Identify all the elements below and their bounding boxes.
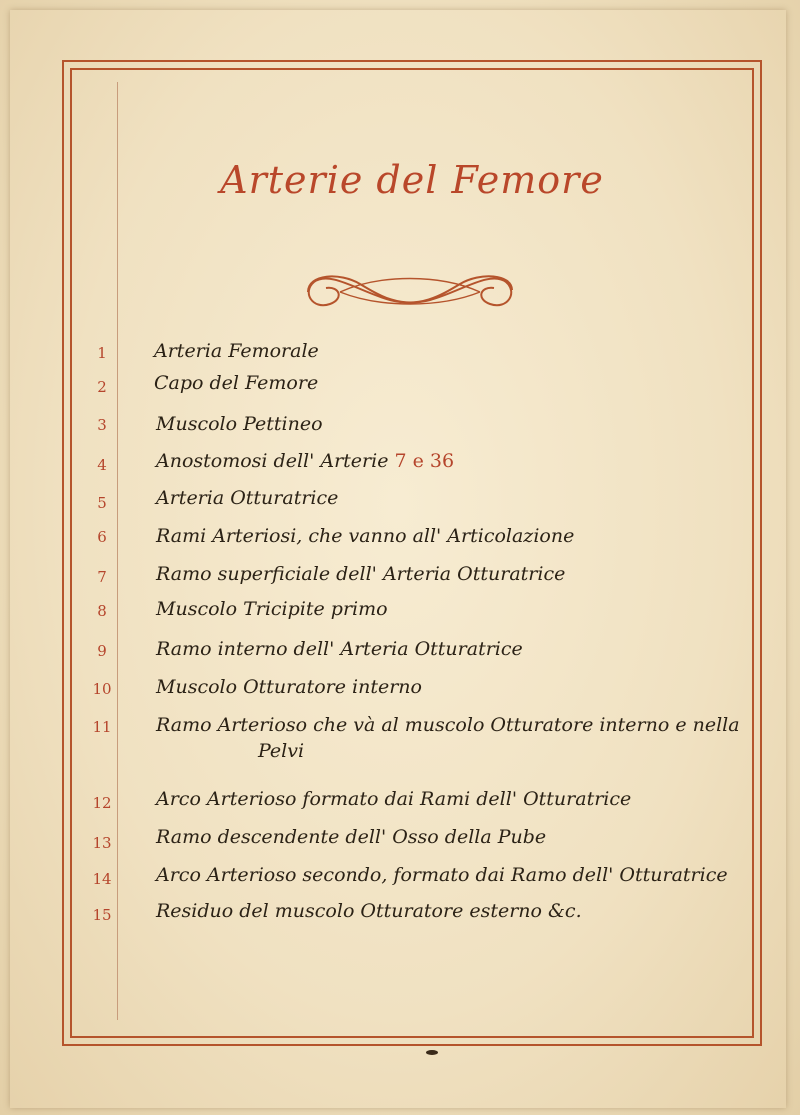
entry-number: 7 <box>97 568 107 586</box>
entry-text-continuation: Pelvi <box>258 740 305 762</box>
inner-border <box>70 68 754 1038</box>
entry-text-main: Anostomosi dell' Arterie <box>156 450 389 472</box>
entry-text <box>156 450 454 472</box>
entry-text: Arteria Otturatrice <box>156 487 339 509</box>
entry-text: Ramo descendente dell' Osso della Pube <box>156 826 547 848</box>
entry-number: 12 <box>92 794 112 812</box>
entry-number: 15 <box>92 906 112 924</box>
entry-text: Ramo interno dell' Arteria Otturatrice <box>156 638 523 660</box>
entry-number: 8 <box>97 602 107 620</box>
entry-number: 9 <box>97 642 107 660</box>
entry-number: 14 <box>92 870 112 888</box>
entry-number: 2 <box>97 378 107 396</box>
entry-number: 4 <box>97 456 107 474</box>
calligraphic-flourish <box>300 262 520 318</box>
page-title: Arterie del Femore <box>220 158 604 202</box>
entry-text-numbers: 7 e 36 <box>394 450 455 472</box>
entry-text: Rami Arteriosi, che vanno all' Articolazione <box>156 525 575 547</box>
entry-number: 11 <box>92 718 112 736</box>
entry-text: Muscolo Pettineo <box>156 413 323 435</box>
entry-text: Capo del Femore <box>154 372 319 394</box>
entry-text: Ramo superficiale dell' Arteria Otturatrice <box>156 563 566 585</box>
entry-number: 1 <box>97 344 107 362</box>
entry-number: 6 <box>97 528 107 546</box>
entry-number: 5 <box>97 494 107 512</box>
entry-text: Residuo del muscolo Otturatore esterno &c. <box>156 900 582 922</box>
entry-number: 13 <box>92 834 112 852</box>
entry-text: Arco Arterioso formato dai Rami dell' Otturatrice <box>156 788 632 810</box>
entry-text: Muscolo Tricipite primo <box>156 598 388 620</box>
entry-text: Arteria Femorale <box>154 340 319 362</box>
entry-number: 3 <box>97 416 107 434</box>
entry-text: Muscolo Otturatore interno <box>156 676 422 698</box>
ink-mark <box>426 1050 438 1055</box>
entry-text: Ramo Arterioso che và al muscolo Otturatore interno e nella <box>156 714 740 736</box>
entry-text: Arco Arterioso secondo, formato dai Ramo dell' Otturatrice <box>156 864 728 886</box>
entry-number: 10 <box>92 680 112 698</box>
